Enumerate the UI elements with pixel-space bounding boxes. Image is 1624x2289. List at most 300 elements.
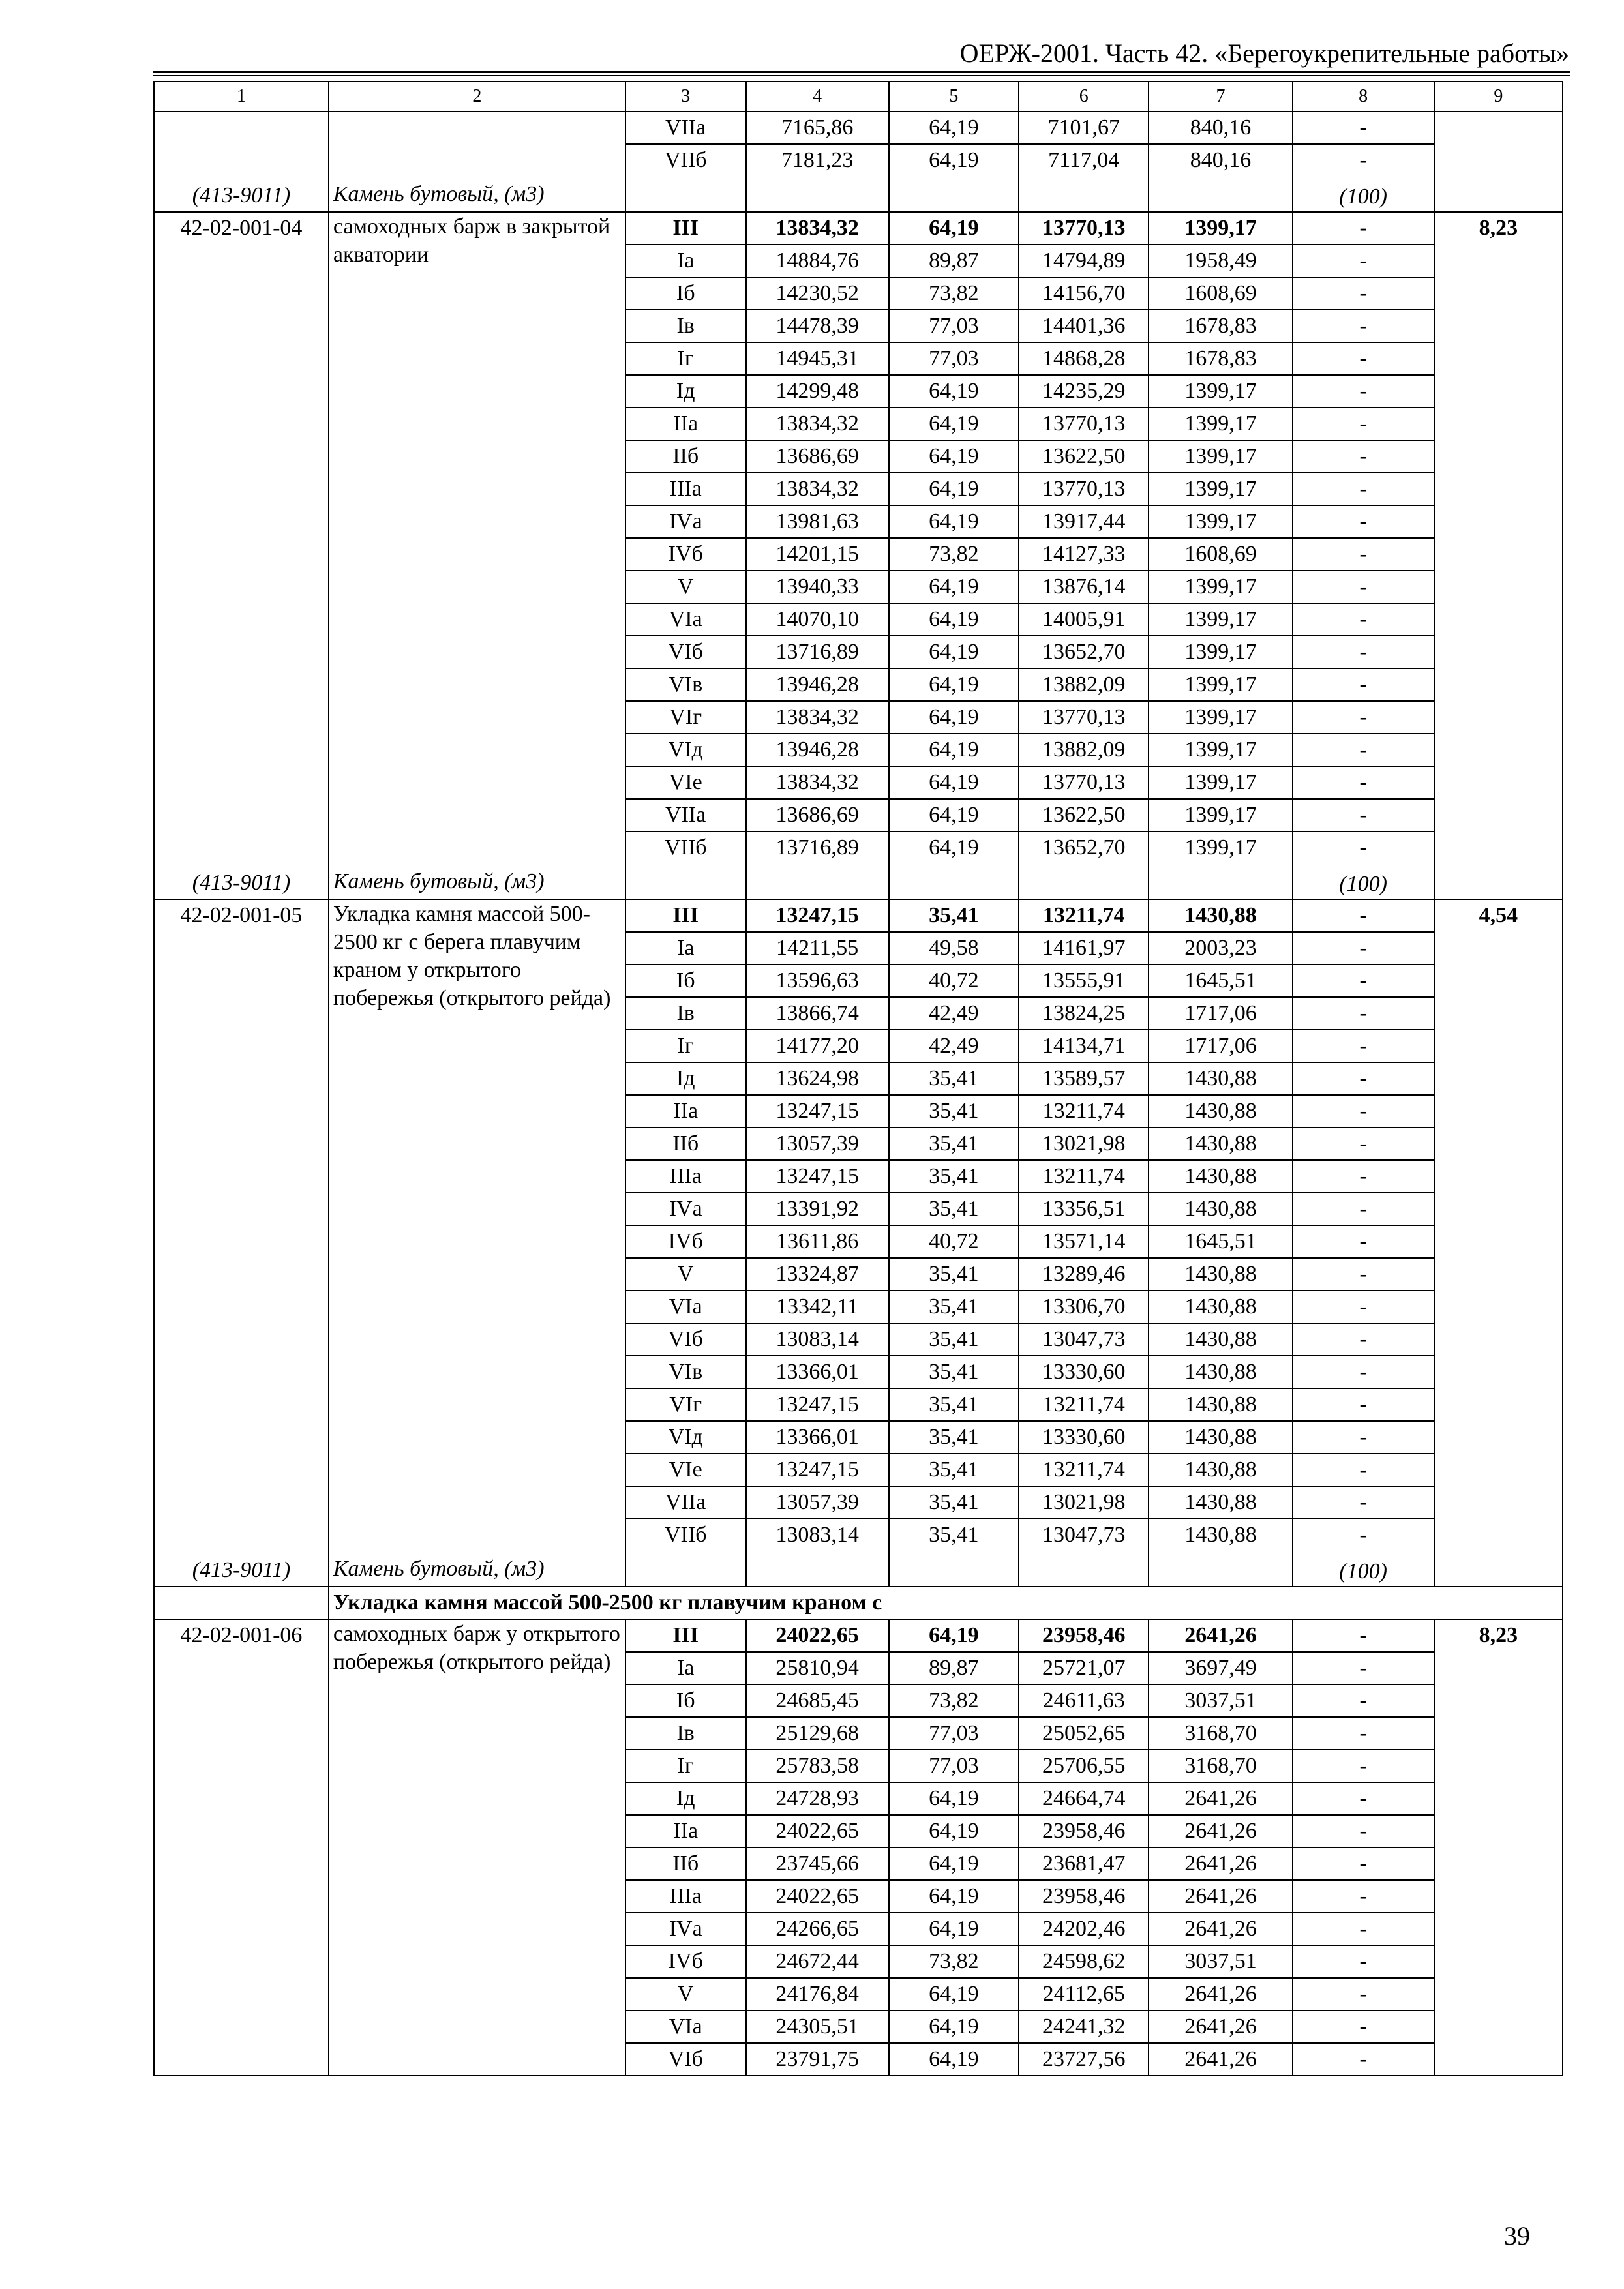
machine-cost-cell: 13021,98 bbox=[1019, 1128, 1149, 1160]
rate-code: 42-02-001-04 bbox=[180, 216, 303, 240]
direct-cost-cell: 13596,63 bbox=[746, 965, 889, 997]
direct-cost-cell: 13834,32 bbox=[746, 701, 889, 734]
zone-cell: Iб bbox=[625, 1684, 746, 1717]
resource-quantity: (100) bbox=[1293, 863, 1434, 899]
resource-name: Камень бутовый, (м3) bbox=[333, 1557, 545, 1581]
machine-cost-cell: 24611,63 bbox=[1019, 1684, 1149, 1717]
zone-cell: Iд bbox=[625, 1782, 746, 1815]
wages-cell: 64,19 bbox=[889, 603, 1019, 636]
operator-wages-cell: 3037,51 bbox=[1149, 1684, 1292, 1717]
wages-cell: 64,19 bbox=[889, 408, 1019, 440]
zone-cell: VIг bbox=[625, 1388, 746, 1421]
resource-name: Камень бутовый, (м3) bbox=[333, 182, 545, 206]
wages-cell: 42,49 bbox=[889, 997, 1019, 1030]
zone-cell: III bbox=[625, 899, 746, 932]
machine-cost-cell: 13917,44 bbox=[1019, 505, 1149, 538]
wages-cell: 42,49 bbox=[889, 1030, 1019, 1062]
machine-cost-cell: 13589,57 bbox=[1019, 1062, 1149, 1095]
operator-wages-cell: 1430,88 bbox=[1149, 1193, 1292, 1225]
machine-cost-cell: 25706,55 bbox=[1019, 1750, 1149, 1782]
direct-cost-cell: 14211,55 bbox=[746, 932, 889, 965]
direct-cost-cell: 13342,11 bbox=[746, 1291, 889, 1323]
materials-cell: - bbox=[1293, 2011, 1434, 2043]
zone-cell: Iб bbox=[625, 965, 746, 997]
resource-empty-cell bbox=[625, 863, 746, 899]
resource-code: (413-9011) bbox=[192, 183, 291, 207]
wages-cell: 35,41 bbox=[889, 1454, 1019, 1486]
machine-cost-cell: 24202,46 bbox=[1019, 1913, 1149, 1945]
materials-cell: - bbox=[1293, 1880, 1434, 1913]
materials-cell: - bbox=[1293, 1519, 1434, 1551]
wages-cell: 64,19 bbox=[889, 505, 1019, 538]
resource-empty-cell bbox=[746, 863, 889, 899]
description-cell bbox=[329, 899, 625, 1587]
materials-cell: - bbox=[1293, 1717, 1434, 1750]
machine-cost-cell: 13047,73 bbox=[1019, 1323, 1149, 1356]
zone-cell: IVа bbox=[625, 1913, 746, 1945]
wages-cell: 35,41 bbox=[889, 1062, 1019, 1095]
direct-cost-cell: 13686,69 bbox=[746, 799, 889, 831]
zone-cell: IIIа bbox=[625, 1880, 746, 1913]
materials-cell: - bbox=[1293, 375, 1434, 408]
wages-cell: 64,19 bbox=[889, 2043, 1019, 2076]
direct-cost-cell: 13716,89 bbox=[746, 636, 889, 668]
header-rule-thin bbox=[153, 75, 1570, 76]
wages-cell: 35,41 bbox=[889, 1519, 1019, 1551]
machine-cost-cell: 14161,97 bbox=[1019, 932, 1149, 965]
operator-wages-cell: 840,16 bbox=[1149, 144, 1292, 176]
zone-cell: IIа bbox=[625, 408, 746, 440]
operator-wages-cell: 1430,88 bbox=[1149, 1128, 1292, 1160]
zone-cell: IVб bbox=[625, 538, 746, 571]
machine-cost-cell: 24598,62 bbox=[1019, 1945, 1149, 1978]
machine-cost-cell: 13306,70 bbox=[1019, 1291, 1149, 1323]
zone-cell: IIб bbox=[625, 1848, 746, 1880]
operator-wages-cell: 2641,26 bbox=[1149, 1913, 1292, 1945]
operator-wages-cell: 1430,88 bbox=[1149, 1486, 1292, 1519]
wages-cell: 64,19 bbox=[889, 636, 1019, 668]
operator-wages-cell: 2641,26 bbox=[1149, 1848, 1292, 1880]
zone-cell: VIб bbox=[625, 636, 746, 668]
operator-wages-cell: 840,16 bbox=[1149, 112, 1292, 144]
rate-code-cell bbox=[154, 112, 329, 212]
operator-wages-cell: 2641,26 bbox=[1149, 2043, 1292, 2076]
page-number: 39 bbox=[1504, 2221, 1530, 2251]
machine-cost-cell: 13882,09 bbox=[1019, 734, 1149, 766]
direct-cost-cell: 25810,94 bbox=[746, 1652, 889, 1684]
machine-cost-cell: 25052,65 bbox=[1019, 1717, 1149, 1750]
machine-cost-cell: 13770,13 bbox=[1019, 473, 1149, 505]
direct-cost-cell: 13940,33 bbox=[746, 571, 889, 603]
column-number: 1 bbox=[154, 82, 329, 112]
zone-cell: VIIб bbox=[625, 1519, 746, 1551]
materials-cell: - bbox=[1293, 1652, 1434, 1684]
zone-cell: Iа bbox=[625, 1652, 746, 1684]
direct-cost-cell: 24305,51 bbox=[746, 2011, 889, 2043]
materials-cell: - bbox=[1293, 899, 1434, 932]
resource-empty-cell bbox=[625, 176, 746, 212]
zone-cell: VIIа bbox=[625, 799, 746, 831]
section-empty-cell bbox=[154, 1587, 329, 1619]
wages-cell: 64,19 bbox=[889, 1978, 1019, 2011]
wages-cell: 77,03 bbox=[889, 1717, 1019, 1750]
direct-cost-cell: 24176,84 bbox=[746, 1978, 889, 2011]
direct-cost-cell: 13834,32 bbox=[746, 766, 889, 799]
materials-cell: - bbox=[1293, 1356, 1434, 1388]
materials-cell: - bbox=[1293, 505, 1434, 538]
zone-cell: IIа bbox=[625, 1095, 746, 1128]
column-number: 4 bbox=[746, 82, 889, 112]
zone-cell: Iд bbox=[625, 375, 746, 408]
zone-cell: VIIа bbox=[625, 1486, 746, 1519]
zone-cell: Iа bbox=[625, 932, 746, 965]
machine-cost-cell: 13652,70 bbox=[1019, 636, 1149, 668]
direct-cost-cell: 13247,15 bbox=[746, 899, 889, 932]
machine-cost-cell: 13211,74 bbox=[1019, 1388, 1149, 1421]
direct-cost-cell: 13834,32 bbox=[746, 408, 889, 440]
operator-wages-cell: 1399,17 bbox=[1149, 440, 1292, 473]
table-row bbox=[154, 1619, 1563, 1652]
machine-cost-cell: 13770,13 bbox=[1019, 766, 1149, 799]
column-number-row bbox=[154, 82, 1563, 112]
machine-cost-cell: 14401,36 bbox=[1019, 310, 1149, 342]
machine-cost-cell: 23958,46 bbox=[1019, 1880, 1149, 1913]
operator-wages-cell: 1399,17 bbox=[1149, 701, 1292, 734]
direct-cost-cell: 13247,15 bbox=[746, 1160, 889, 1193]
machine-cost-cell: 13211,74 bbox=[1019, 1454, 1149, 1486]
zone-cell: IIIа bbox=[625, 1160, 746, 1193]
zone-cell: IVа bbox=[625, 505, 746, 538]
direct-cost-cell: 13324,87 bbox=[746, 1258, 889, 1291]
materials-cell: - bbox=[1293, 212, 1434, 245]
direct-cost-cell: 13981,63 bbox=[746, 505, 889, 538]
wages-cell: 35,41 bbox=[889, 1388, 1019, 1421]
work-description: самоходных барж у открытого побережья (открытого рейда) bbox=[333, 1622, 620, 1674]
operator-wages-cell: 1958,49 bbox=[1149, 245, 1292, 277]
description-cell bbox=[329, 112, 625, 212]
zone-cell: VIб bbox=[625, 1323, 746, 1356]
zone-cell: VIа bbox=[625, 1291, 746, 1323]
materials-cell: - bbox=[1293, 965, 1434, 997]
zone-cell: VIIа bbox=[625, 112, 746, 144]
wages-cell: 40,72 bbox=[889, 1225, 1019, 1258]
direct-cost-cell: 24266,65 bbox=[746, 1913, 889, 1945]
machine-cost-cell: 23727,56 bbox=[1019, 2043, 1149, 2076]
materials-cell: - bbox=[1293, 1095, 1434, 1128]
machine-cost-cell: 13289,46 bbox=[1019, 1258, 1149, 1291]
zone-cell: Iг bbox=[625, 1030, 746, 1062]
direct-cost-cell: 13834,32 bbox=[746, 212, 889, 245]
direct-cost-cell: 24022,65 bbox=[746, 1880, 889, 1913]
wages-cell: 64,19 bbox=[889, 668, 1019, 701]
wages-cell: 64,19 bbox=[889, 1848, 1019, 1880]
wages-cell: 35,41 bbox=[889, 1193, 1019, 1225]
materials-cell: - bbox=[1293, 1291, 1434, 1323]
materials-cell: - bbox=[1293, 1388, 1434, 1421]
operator-wages-cell: 1430,88 bbox=[1149, 1388, 1292, 1421]
wages-cell: 64,19 bbox=[889, 799, 1019, 831]
wages-cell: 35,41 bbox=[889, 1323, 1019, 1356]
resource-code: (413-9011) bbox=[192, 1558, 291, 1582]
operator-wages-cell: 2003,23 bbox=[1149, 932, 1292, 965]
operator-wages-cell: 1430,88 bbox=[1149, 1291, 1292, 1323]
operator-wages-cell: 2641,26 bbox=[1149, 1782, 1292, 1815]
direct-cost-cell: 13366,01 bbox=[746, 1356, 889, 1388]
direct-cost-cell: 24022,65 bbox=[746, 1815, 889, 1848]
operator-wages-cell: 1608,69 bbox=[1149, 538, 1292, 571]
materials-cell: - bbox=[1293, 1454, 1434, 1486]
resource-quantity: (100) bbox=[1293, 176, 1434, 212]
wages-cell: 64,19 bbox=[889, 701, 1019, 734]
direct-cost-cell: 13247,15 bbox=[746, 1095, 889, 1128]
machine-cost-cell: 13211,74 bbox=[1019, 1160, 1149, 1193]
rate-code: 42-02-001-06 bbox=[180, 1623, 303, 1647]
section-heading: Укладка камня массой 500-2500 кг плавучим краном с bbox=[329, 1587, 1563, 1619]
materials-cell: - bbox=[1293, 1619, 1434, 1652]
wages-cell: 77,03 bbox=[889, 1750, 1019, 1782]
operator-wages-cell: 1399,17 bbox=[1149, 668, 1292, 701]
direct-cost-cell: 25129,68 bbox=[746, 1717, 889, 1750]
direct-cost-cell: 14478,39 bbox=[746, 310, 889, 342]
header-rule bbox=[153, 71, 1570, 73]
zone-cell: IIб bbox=[625, 440, 746, 473]
resource-quantity: (100) bbox=[1293, 1551, 1434, 1587]
column-number: 7 bbox=[1149, 82, 1292, 112]
operator-wages-cell: 3697,49 bbox=[1149, 1652, 1292, 1684]
machine-cost-cell: 14134,71 bbox=[1019, 1030, 1149, 1062]
machine-cost-cell: 13555,91 bbox=[1019, 965, 1149, 997]
operator-wages-cell: 1608,69 bbox=[1149, 277, 1292, 310]
materials-cell: - bbox=[1293, 310, 1434, 342]
page-header: ОЕРЖ-2001. Часть 42. «Берегоукрепительные работы» bbox=[959, 38, 1569, 68]
materials-cell: - bbox=[1293, 1160, 1434, 1193]
materials-cell: - bbox=[1293, 1225, 1434, 1258]
resource-empty-cell bbox=[1149, 863, 1292, 899]
operator-wages-cell: 1430,88 bbox=[1149, 1095, 1292, 1128]
column-number: 6 bbox=[1019, 82, 1149, 112]
operator-wages-cell: 1399,17 bbox=[1149, 831, 1292, 863]
materials-cell: - bbox=[1293, 245, 1434, 277]
wages-cell: 73,82 bbox=[889, 1945, 1019, 1978]
zone-cell: VIе bbox=[625, 766, 746, 799]
zone-cell: IVб bbox=[625, 1225, 746, 1258]
operator-wages-cell: 1717,06 bbox=[1149, 1030, 1292, 1062]
machine-cost-cell: 13330,60 bbox=[1019, 1356, 1149, 1388]
rate-code: 42-02-001-05 bbox=[180, 903, 303, 927]
machine-cost-cell: 23958,46 bbox=[1019, 1815, 1149, 1848]
resource-empty-cell bbox=[1149, 1551, 1292, 1587]
rate-code-cell bbox=[154, 1619, 329, 2076]
wages-cell: 35,41 bbox=[889, 1095, 1019, 1128]
operator-wages-cell: 1399,17 bbox=[1149, 375, 1292, 408]
wages-cell: 35,41 bbox=[889, 1128, 1019, 1160]
zone-cell: VIб bbox=[625, 2043, 746, 2076]
wages-cell: 64,19 bbox=[889, 1913, 1019, 1945]
resource-empty-cell bbox=[625, 1551, 746, 1587]
operator-wages-cell: 1717,06 bbox=[1149, 997, 1292, 1030]
wages-cell: 64,19 bbox=[889, 1815, 1019, 1848]
machine-cost-cell: 13876,14 bbox=[1019, 571, 1149, 603]
materials-cell: - bbox=[1293, 1684, 1434, 1717]
zone-cell: V bbox=[625, 571, 746, 603]
materials-cell: - bbox=[1293, 342, 1434, 375]
operator-wages-cell: 1678,83 bbox=[1149, 310, 1292, 342]
materials-cell: - bbox=[1293, 1945, 1434, 1978]
materials-cell: - bbox=[1293, 766, 1434, 799]
direct-cost-cell: 13611,86 bbox=[746, 1225, 889, 1258]
machine-cost-cell: 13770,13 bbox=[1019, 408, 1149, 440]
zone-cell: VIа bbox=[625, 603, 746, 636]
direct-cost-cell: 13057,39 bbox=[746, 1486, 889, 1519]
column-number: 5 bbox=[889, 82, 1019, 112]
operator-wages-cell: 1399,17 bbox=[1149, 473, 1292, 505]
machine-cost-cell: 13882,09 bbox=[1019, 668, 1149, 701]
direct-cost-cell: 13391,92 bbox=[746, 1193, 889, 1225]
rate-code-cell bbox=[154, 899, 329, 1587]
machine-cost-cell: 13047,73 bbox=[1019, 1519, 1149, 1551]
resource-code: (413-9011) bbox=[192, 871, 291, 895]
machine-cost-cell: 13571,14 bbox=[1019, 1225, 1149, 1258]
zone-cell: VIIб bbox=[625, 831, 746, 863]
machine-cost-cell: 7117,04 bbox=[1019, 144, 1149, 176]
direct-cost-cell: 13716,89 bbox=[746, 831, 889, 863]
materials-cell: - bbox=[1293, 1913, 1434, 1945]
materials-cell: - bbox=[1293, 1323, 1434, 1356]
operator-wages-cell: 3168,70 bbox=[1149, 1717, 1292, 1750]
operator-wages-cell: 1399,17 bbox=[1149, 603, 1292, 636]
operator-wages-cell: 3168,70 bbox=[1149, 1750, 1292, 1782]
machine-cost-cell: 13652,70 bbox=[1019, 831, 1149, 863]
operator-wages-cell: 1399,17 bbox=[1149, 571, 1292, 603]
materials-cell: - bbox=[1293, 1128, 1434, 1160]
direct-cost-cell: 13366,01 bbox=[746, 1421, 889, 1454]
wages-cell: 64,19 bbox=[889, 766, 1019, 799]
machine-cost-cell: 14127,33 bbox=[1019, 538, 1149, 571]
wages-cell: 73,82 bbox=[889, 277, 1019, 310]
machine-cost-cell: 13622,50 bbox=[1019, 440, 1149, 473]
zone-cell: III bbox=[625, 1619, 746, 1652]
materials-cell: - bbox=[1293, 932, 1434, 965]
machine-cost-cell: 24241,32 bbox=[1019, 2011, 1149, 2043]
machine-cost-cell: 25721,07 bbox=[1019, 1652, 1149, 1684]
direct-cost-cell: 13946,28 bbox=[746, 734, 889, 766]
materials-cell: - bbox=[1293, 1782, 1434, 1815]
machine-cost-cell: 23681,47 bbox=[1019, 1848, 1149, 1880]
materials-cell: - bbox=[1293, 1193, 1434, 1225]
operator-wages-cell: 1430,88 bbox=[1149, 1062, 1292, 1095]
operator-wages-cell: 1430,88 bbox=[1149, 1421, 1292, 1454]
operator-wages-cell: 1399,17 bbox=[1149, 212, 1292, 245]
materials-cell: - bbox=[1293, 1486, 1434, 1519]
direct-cost-cell: 14230,52 bbox=[746, 277, 889, 310]
machine-cost-cell: 7101,67 bbox=[1019, 112, 1149, 144]
zone-cell: VIг bbox=[625, 701, 746, 734]
wages-cell: 35,41 bbox=[889, 1421, 1019, 1454]
table-row bbox=[154, 112, 1563, 144]
price-table bbox=[153, 81, 1563, 2076]
wages-cell: 35,41 bbox=[889, 1258, 1019, 1291]
materials-cell: - bbox=[1293, 997, 1434, 1030]
machine-cost-cell: 14005,91 bbox=[1019, 603, 1149, 636]
labor-cost-cell bbox=[1434, 112, 1563, 212]
wages-cell: 35,41 bbox=[889, 899, 1019, 932]
direct-cost-cell: 13247,15 bbox=[746, 1388, 889, 1421]
operator-wages-cell: 1399,17 bbox=[1149, 408, 1292, 440]
direct-cost-cell: 14201,15 bbox=[746, 538, 889, 571]
zone-cell: IVа bbox=[625, 1193, 746, 1225]
materials-cell: - bbox=[1293, 1062, 1434, 1095]
direct-cost-cell: 13946,28 bbox=[746, 668, 889, 701]
direct-cost-cell: 14070,10 bbox=[746, 603, 889, 636]
wages-cell: 73,82 bbox=[889, 1684, 1019, 1717]
zone-cell: VIд bbox=[625, 1421, 746, 1454]
zone-cell: VIа bbox=[625, 2011, 746, 2043]
materials-cell: - bbox=[1293, 144, 1434, 176]
operator-wages-cell: 2641,26 bbox=[1149, 2011, 1292, 2043]
materials-cell: - bbox=[1293, 1258, 1434, 1291]
column-number: 2 bbox=[329, 82, 625, 112]
direct-cost-cell: 13083,14 bbox=[746, 1323, 889, 1356]
materials-cell: - bbox=[1293, 603, 1434, 636]
wages-cell: 64,19 bbox=[889, 112, 1019, 144]
wages-cell: 89,87 bbox=[889, 245, 1019, 277]
direct-cost-cell: 14884,76 bbox=[746, 245, 889, 277]
machine-cost-cell: 13622,50 bbox=[1019, 799, 1149, 831]
materials-cell: - bbox=[1293, 1815, 1434, 1848]
direct-cost-cell: 14177,20 bbox=[746, 1030, 889, 1062]
section-heading-row bbox=[154, 1587, 1563, 1619]
materials-cell: - bbox=[1293, 112, 1434, 144]
machine-cost-cell: 14156,70 bbox=[1019, 277, 1149, 310]
column-number: 9 bbox=[1434, 82, 1563, 112]
zone-cell: Iд bbox=[625, 1062, 746, 1095]
materials-cell: - bbox=[1293, 2043, 1434, 2076]
direct-cost-cell: 24728,93 bbox=[746, 1782, 889, 1815]
materials-cell: - bbox=[1293, 1978, 1434, 2011]
column-number: 8 bbox=[1293, 82, 1434, 112]
zone-cell: IIа bbox=[625, 1815, 746, 1848]
wages-cell: 64,19 bbox=[889, 571, 1019, 603]
operator-wages-cell: 1399,17 bbox=[1149, 636, 1292, 668]
direct-cost-cell: 7181,23 bbox=[746, 144, 889, 176]
wages-cell: 77,03 bbox=[889, 310, 1019, 342]
operator-wages-cell: 2641,26 bbox=[1149, 1978, 1292, 2011]
work-description: Укладка камня массой 500-2500 кг с берега плавучим краном у открытого побережья (открытого рейда) bbox=[333, 902, 611, 1010]
machine-cost-cell: 13770,13 bbox=[1019, 701, 1149, 734]
machine-cost-cell: 13021,98 bbox=[1019, 1486, 1149, 1519]
operator-wages-cell: 1678,83 bbox=[1149, 342, 1292, 375]
column-number: 3 bbox=[625, 82, 746, 112]
machine-cost-cell: 14235,29 bbox=[1019, 375, 1149, 408]
operator-wages-cell: 1430,88 bbox=[1149, 899, 1292, 932]
materials-cell: - bbox=[1293, 1421, 1434, 1454]
zone-cell: IVб bbox=[625, 1945, 746, 1978]
materials-cell: - bbox=[1293, 538, 1434, 571]
operator-wages-cell: 1645,51 bbox=[1149, 1225, 1292, 1258]
rate-code-cell bbox=[154, 212, 329, 899]
labor-cost-cell: 4,54 bbox=[1434, 899, 1563, 1587]
direct-cost-cell: 13083,14 bbox=[746, 1519, 889, 1551]
materials-cell: - bbox=[1293, 636, 1434, 668]
wages-cell: 35,41 bbox=[889, 1356, 1019, 1388]
materials-cell: - bbox=[1293, 1030, 1434, 1062]
machine-cost-cell: 13824,25 bbox=[1019, 997, 1149, 1030]
wages-cell: 73,82 bbox=[889, 538, 1019, 571]
machine-cost-cell: 24112,65 bbox=[1019, 1978, 1149, 2011]
wages-cell: 64,19 bbox=[889, 440, 1019, 473]
zone-cell: Iб bbox=[625, 277, 746, 310]
zone-cell: VIд bbox=[625, 734, 746, 766]
